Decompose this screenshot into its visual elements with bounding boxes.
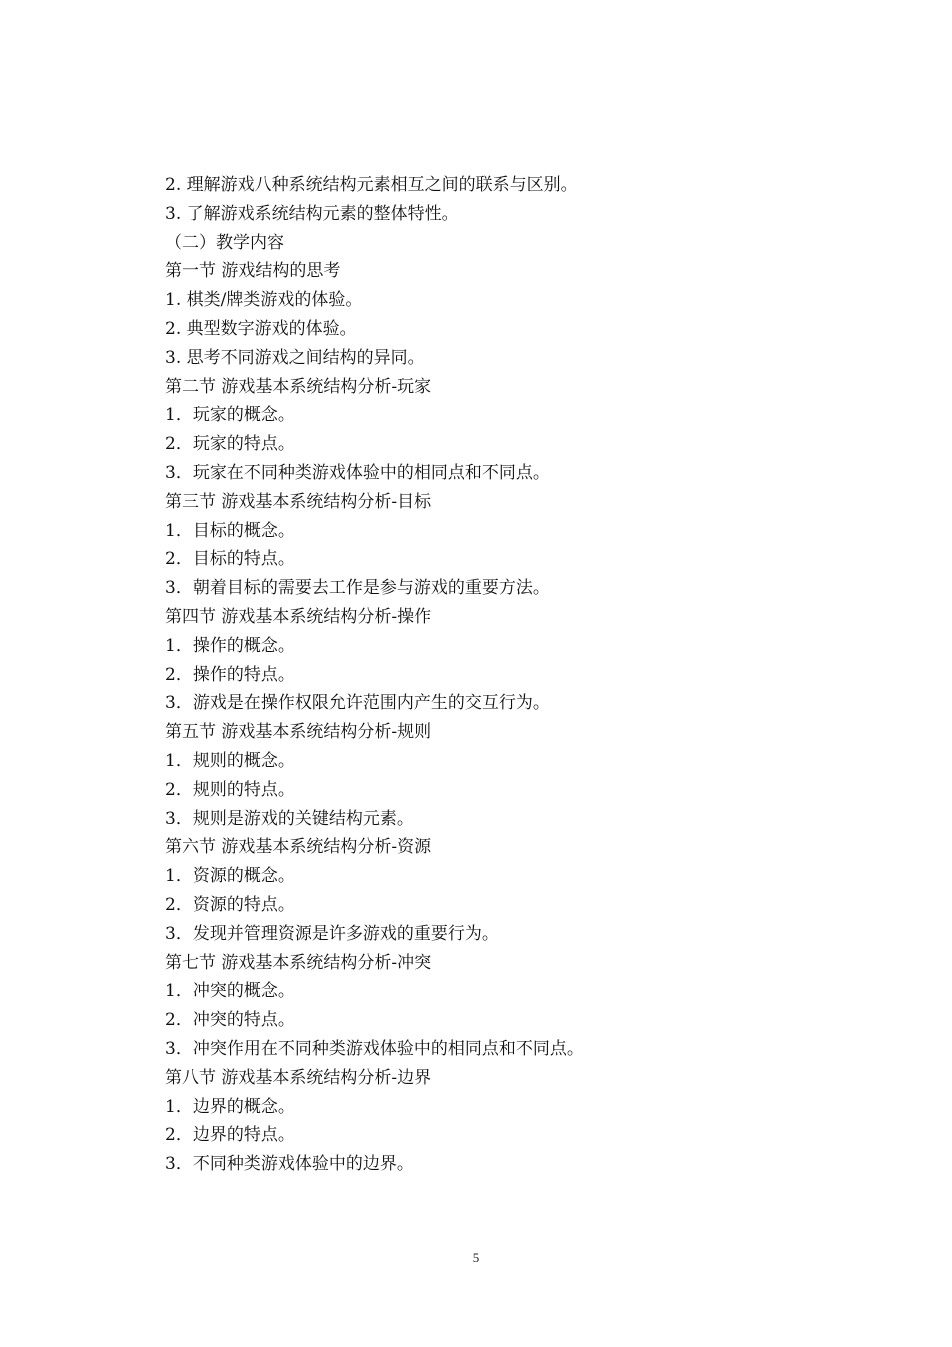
list-item: 1．资源的概念。	[165, 866, 295, 887]
chapter-heading: 第七节 游戏基本系统结构分析-冲突	[165, 952, 432, 973]
list-item: 2．操作的特点。	[165, 664, 295, 685]
list-item: 1．边界的概念。	[165, 1096, 295, 1117]
list-item: 3．冲突作用在不同种类游戏体验中的相同点和不同点。	[165, 1038, 584, 1059]
list-item: 1．操作的概念。	[165, 635, 295, 656]
list-item: 2. 理解游戏八种系统结构元素相互之间的联系与区别。	[165, 175, 578, 195]
chapter-heading: 第八节 游戏基本系统结构分析-边界	[165, 1067, 432, 1088]
list-item: 2．玩家的特点。	[165, 434, 295, 455]
list-item: 3．游戏是在操作权限允许范围内产生的交互行为。	[165, 693, 550, 714]
list-item: 3．不同种类游戏体验中的边界。	[165, 1154, 414, 1175]
list-item: 2. 典型数字游戏的体验。	[165, 318, 357, 339]
chapter-heading: 第二节 游戏基本系统结构分析-玩家	[165, 376, 432, 397]
list-item: 3．朝着目标的需要去工作是参与游戏的重要方法。	[165, 578, 550, 599]
chapter-heading: 第一节 游戏结构的思考	[165, 261, 341, 282]
document-body	[165, 171, 885, 1179]
list-item: 2．目标的特点。	[165, 549, 295, 570]
list-item: 3．规则是游戏的关键结构元素。	[165, 808, 414, 829]
list-item: 2．资源的特点。	[165, 894, 295, 915]
list-item: 2．边界的特点。	[165, 1125, 295, 1146]
list-item: 3. 了解游戏系统结构元素的整体特性。	[165, 203, 459, 224]
chapter-heading: 第三节 游戏基本系统结构分析-目标	[165, 491, 432, 512]
chapter-heading: 第六节 游戏基本系统结构分析-资源	[165, 837, 432, 858]
chapter-heading: 第五节 游戏基本系统结构分析-规则	[165, 722, 432, 743]
list-item: 3．玩家在不同种类游戏体验中的相同点和不同点。	[165, 462, 550, 483]
section-heading: （二）教学内容	[165, 232, 284, 253]
list-item: 2．冲突的特点。	[165, 1010, 295, 1031]
list-item: 1．玩家的概念。	[165, 405, 295, 426]
list-item: 1．规则的概念。	[165, 750, 295, 771]
chapter-heading: 第四节 游戏基本系统结构分析-操作	[165, 606, 432, 627]
list-item: 1．目标的概念。	[165, 520, 295, 541]
list-item: 3．发现并管理资源是许多游戏的重要行为。	[165, 923, 499, 944]
page-number: 5	[472, 1250, 480, 1265]
list-item: 1. 棋类/牌类游戏的体验。	[165, 290, 363, 311]
list-item: 3. 思考不同游戏之间结构的异同。	[165, 347, 425, 368]
list-item: 2．规则的特点。	[165, 779, 295, 800]
list-item: 1．冲突的概念。	[165, 981, 295, 1002]
